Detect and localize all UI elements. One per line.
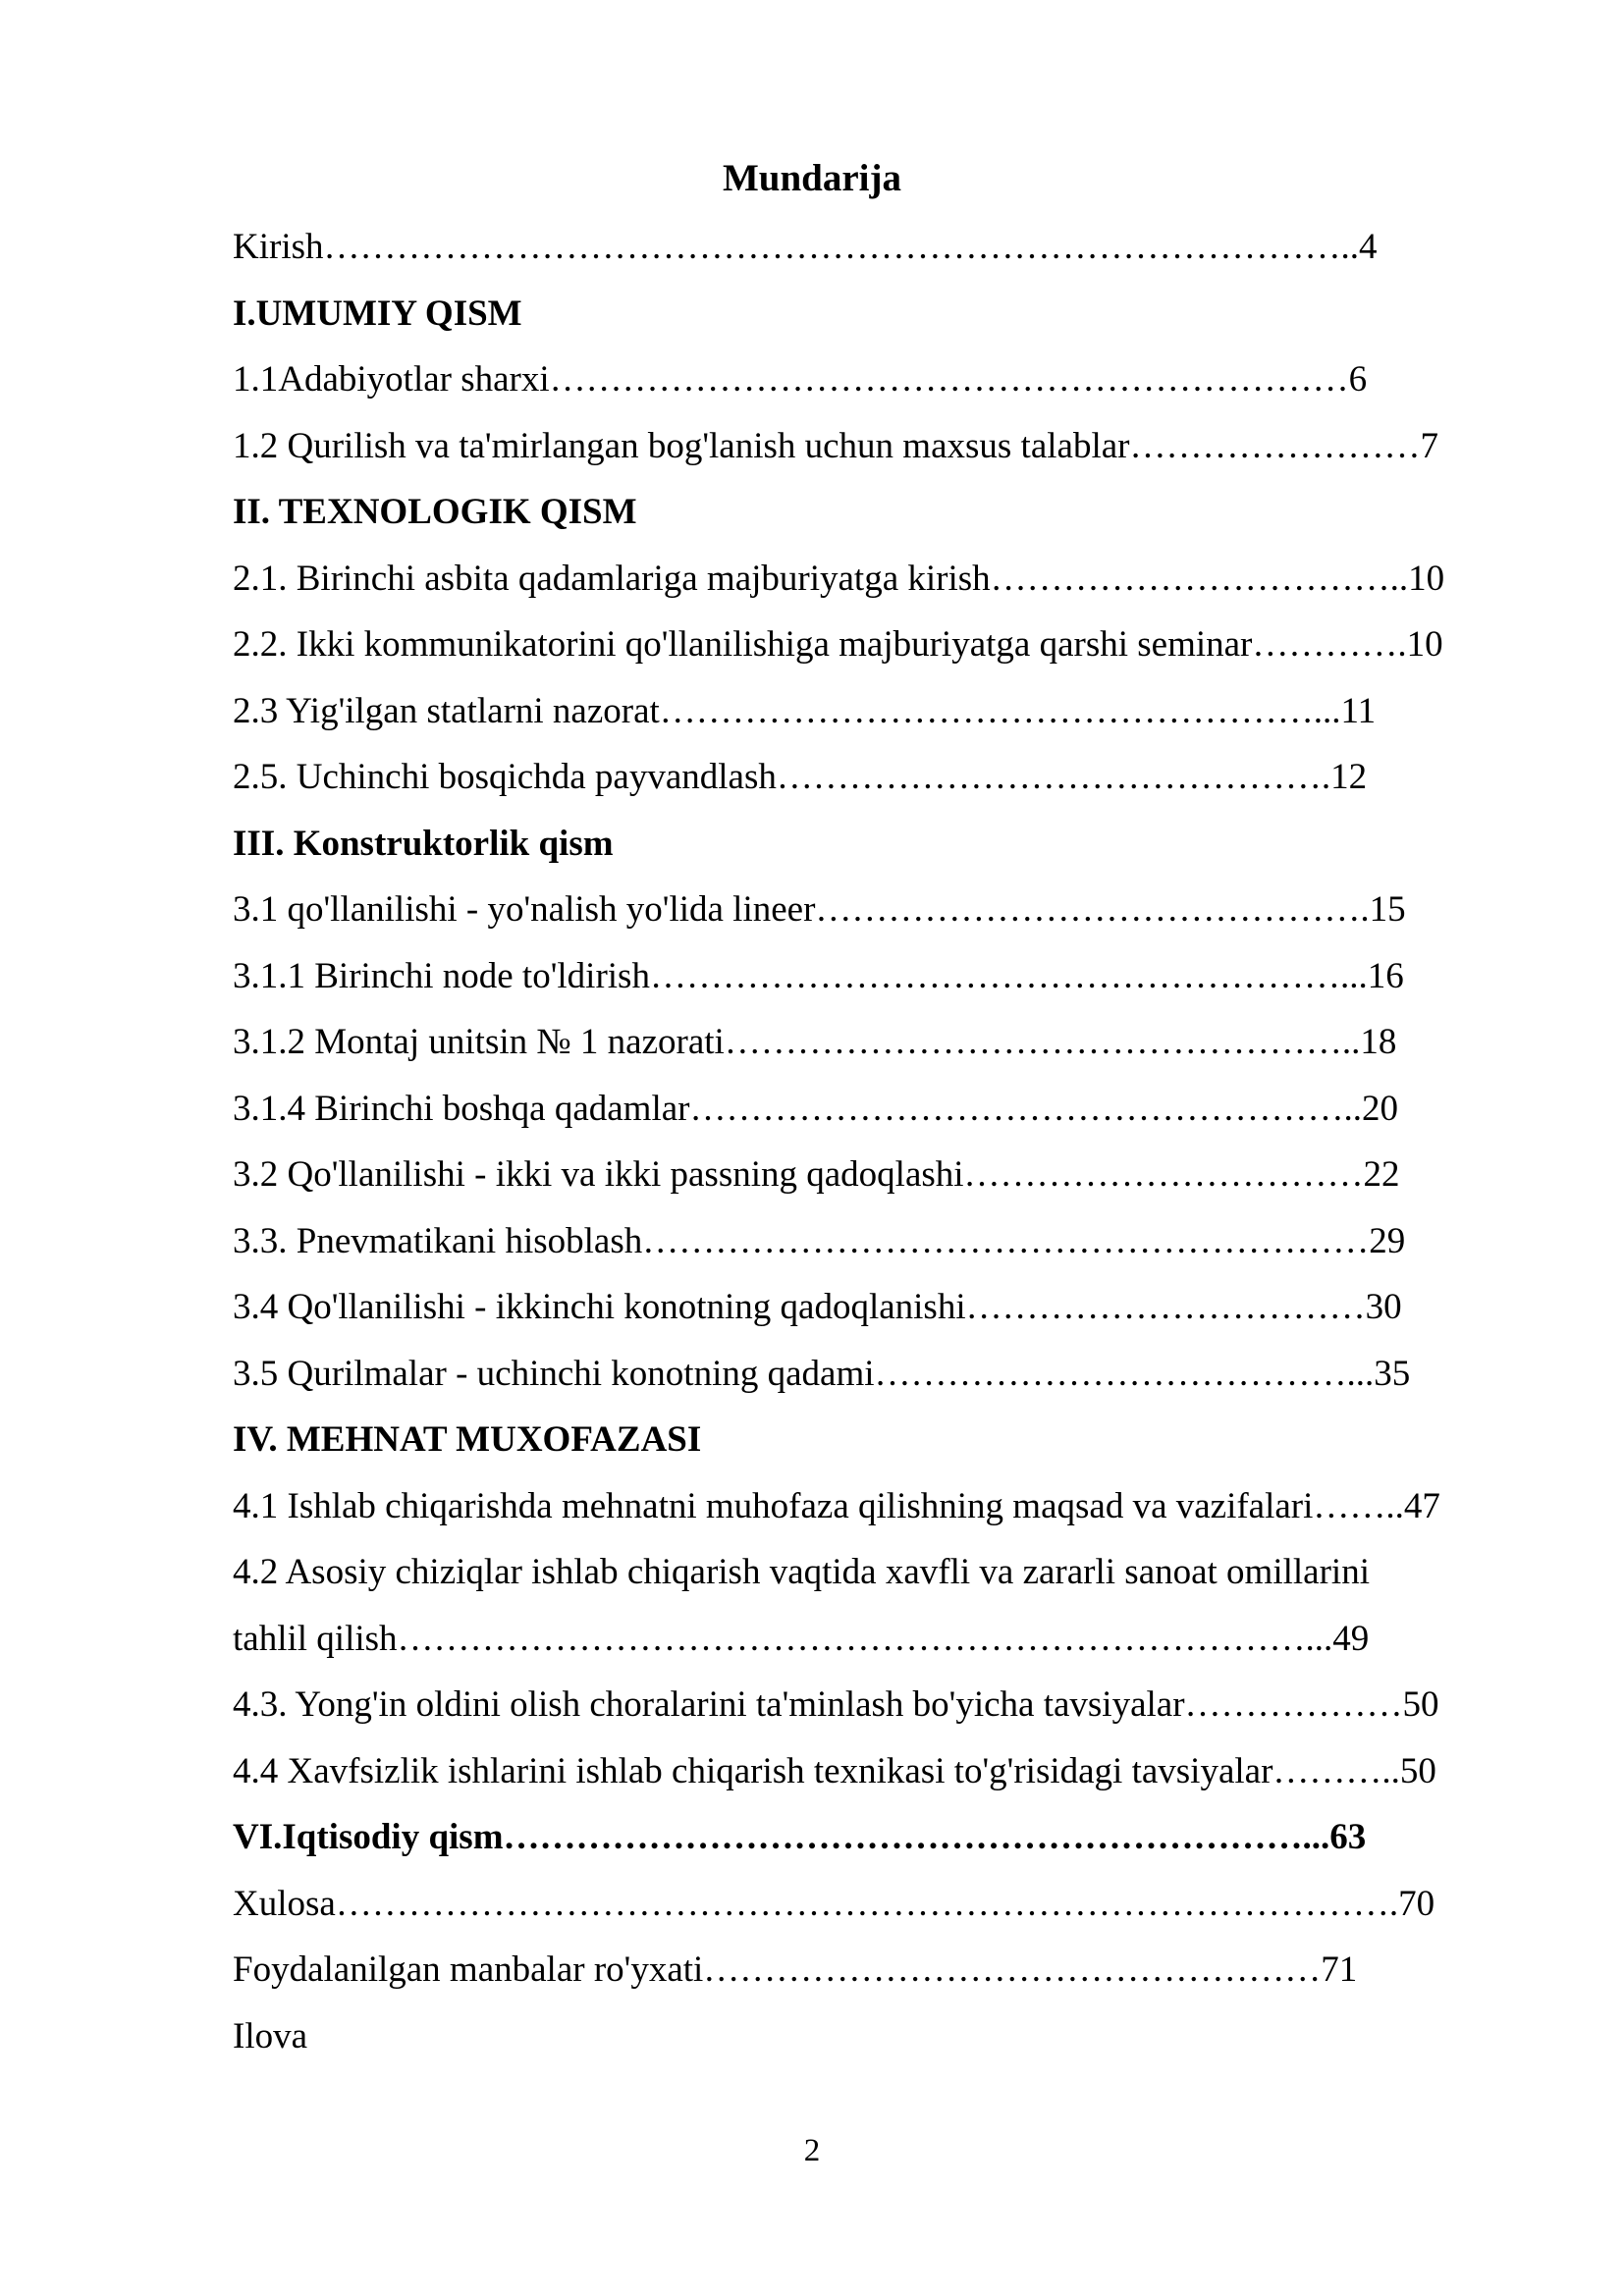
toc-entry: 3.1.2 Montaj unitsin № 1 nazorati……………………………………………..18	[233, 1022, 1397, 1062]
toc-entry-kirish: Kirish…………………………………………………………………………..4	[233, 227, 1378, 267]
toc-entry: 3.1 qo'llanilishi - yo'nalish yo'lida lineer……………………………………….15	[233, 889, 1406, 930]
page-title: Mundarija	[722, 157, 901, 199]
toc-entry: 2.5. Uchinchi bosqichda payvandlash……………………………………….12	[233, 757, 1368, 797]
page-number: 2	[803, 2133, 821, 2168]
toc-entry: 3.5 Qurilmalar - uchinchi konotning qadami…………………………………...35	[233, 1353, 1411, 1394]
toc-entry: 3.2 Qo'llanilishi - ikki va ikki passning qadoqlashi……………………………22	[233, 1154, 1400, 1195]
toc-entry-xulosa: Xulosa…………………………………………………………………………….70	[233, 1883, 1435, 1924]
toc-entry: 4.1 Ishlab chiqarishda mehnatni muhofaza qilishning maqsad va vazifalari……..47	[233, 1485, 1440, 1526]
toc-section-heading: I.UMUMIY QISM	[233, 293, 522, 334]
toc-entry: 2.3 Yig'ilgan statlarni nazorat………………………………………………...11	[233, 690, 1377, 731]
toc-section-heading: VI.Iqtisodiy qism…………………………………………………………...63	[233, 1817, 1367, 1857]
toc-entry: 1.2 Qurilish va ta'mirlangan bog'lanish uchun maxsus talablar……………………7	[233, 425, 1438, 466]
toc-entry: 3.1.4 Birinchi boshqa qadamlar………………………………………………..20	[233, 1088, 1398, 1129]
toc-entry-references: Foydalanilgan manbalar ro'yxati……………………………………………71	[233, 1949, 1358, 1990]
toc-entry-line-1: 4.2 Asosiy chiziqlar ishlab chiqarish vaqtida xavfli va zararli sanoat omillarini	[233, 1552, 1370, 1592]
toc-section-heading: III. Konstruktorlik qism	[233, 823, 614, 864]
toc-entry-appendix: Ilova	[233, 2015, 308, 2056]
toc-entry: 3.4 Qo'llanilishi - ikkinchi konotning qadoqlanishi……………………………30	[233, 1287, 1402, 1327]
toc-section-heading: II. TEXNOLOGIK QISM	[233, 492, 637, 532]
toc-entry-line-2: tahlil qilish…………………………………………………………………...49	[233, 1618, 1370, 1659]
toc-entry: 2.2. Ikki kommunikatorini qo'llanilishiga majburiyatga qarshi seminar………….10	[233, 624, 1443, 665]
toc-entry: 1.1Adabiyotlar sharxi…………………………………………………………6	[233, 359, 1368, 400]
toc-entry: 3.1.1 Birinchi node to'ldirish…………………………………………………...16	[233, 955, 1404, 996]
toc-entry: 4.3. Yong'in oldini olish choralarini ta'minlash bo'yicha tavsiyalar………………50	[233, 1684, 1439, 1725]
table-of-contents	[233, 214, 1509, 2069]
toc-entry: 3.3. Pnevmatikani hisoblash……………………………………………………29	[233, 1220, 1406, 1261]
toc-entry: 4.4 Xavfsizlik ishlarini ishlab chiqarish texnikasi to'g'risidagi tavsiyalar………..50	[233, 1750, 1436, 1791]
toc-entry: 2.1. Birinchi asbita qadamlariga majburiyatga kirish……………………………..10	[233, 558, 1445, 599]
toc-section-heading: IV. MEHNAT MUXOFAZASI	[233, 1419, 702, 1460]
